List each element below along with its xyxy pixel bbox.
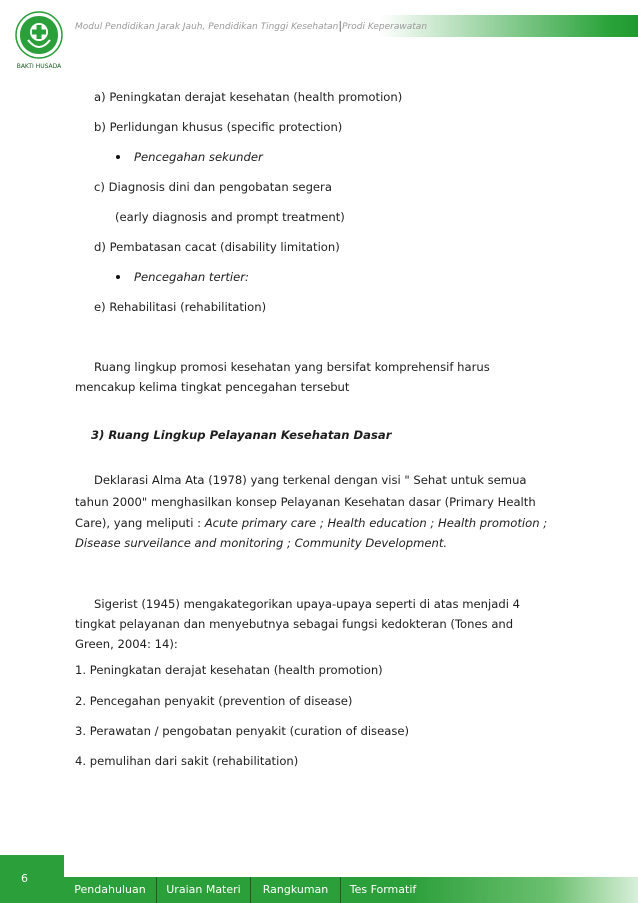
numbered-item-4: 4. pemulihan dari sakit (rehabilitation) bbox=[75, 754, 299, 768]
list-item-d: d) Pembatasan cacat (disability limitation) bbox=[94, 240, 340, 254]
paragraph-2-line: Care), yang meliputi : Acute primary care ; Health education ; Health promotion ; bbox=[75, 516, 548, 530]
svg-text:BAKTI HUSADA: BAKTI HUSADA bbox=[16, 63, 62, 70]
list-item-c: c) Diagnosis dini dan pengobatan segera bbox=[94, 180, 332, 194]
paragraph-2-line: tahun 2000" menghasilkan konsep Pelayanan Kesehatan dasar (Primary Health bbox=[75, 495, 536, 509]
nav-tes-formatif[interactable]: Tes Formatif bbox=[349, 883, 417, 896]
nav-rangkuman[interactable]: Rangkuman bbox=[262, 883, 329, 896]
paragraph-1-line: Ruang lingkup promosi kesehatan yang bersifat komprehensif harus bbox=[94, 360, 490, 374]
bullet-item-1: Pencegahan sekunder bbox=[134, 150, 263, 164]
nav-uraian-materi[interactable]: Uraian Materi bbox=[166, 883, 241, 896]
paragraph-2-line: Deklarasi Alma Ata (1978) yang terkenal dengan visi " Sehat untuk semua bbox=[94, 473, 527, 487]
paragraph-1-line: mencakup kelima tingkat pencegahan tersebut bbox=[75, 380, 350, 394]
bullet-icon bbox=[116, 155, 120, 159]
list-item-a: a) Peningkatan derajat kesehatan (health promotion) bbox=[94, 90, 403, 104]
paragraph-3-line: Sigerist (1945) mengakategorikan upaya-upaya seperti di atas menjadi 4 bbox=[94, 597, 520, 611]
bullet-item-2: Pencegahan tertier: bbox=[134, 270, 249, 284]
nav-pendahuluan[interactable]: Pendahuluan bbox=[74, 883, 146, 896]
list-item-b: b) Perlidungan khusus (specific protection) bbox=[94, 120, 343, 134]
paragraph-2-line: Disease surveilance and monitoring ; Community Development. bbox=[75, 536, 448, 550]
numbered-item-2: 2. Pencegahan penyakit (prevention of disease) bbox=[75, 694, 353, 708]
list-item-e: e) Rehabilitasi (rehabilitation) bbox=[94, 300, 267, 314]
numbered-item-1: 1. Peningkatan derajat kesehatan (health promotion) bbox=[75, 663, 383, 677]
section-heading: 3) Ruang Lingkup Pelayanan Kesehatan Dasar bbox=[91, 428, 392, 442]
header-title: Modul Pendidikan Jarak Jauh, Pendidikan Tinggi Kesehatan|Prodi Keperawatan bbox=[75, 19, 428, 32]
page-number-box bbox=[0, 855, 64, 903]
bakti-husada-logo bbox=[14, 10, 64, 76]
list-item-c-cont: (early diagnosis and prompt treatment) bbox=[115, 210, 345, 224]
page-number: 6 bbox=[21, 872, 28, 885]
paragraph-3-line: tingkat pelayanan dan menyebutnya sebagai fungsi kedokteran (Tones and bbox=[75, 617, 514, 631]
numbered-item-3: 3. Perawatan / pengobatan penyakit (curation of disease) bbox=[75, 724, 410, 738]
bullet-icon bbox=[116, 275, 120, 279]
paragraph-3-line: Green, 2004: 14): bbox=[75, 637, 178, 651]
